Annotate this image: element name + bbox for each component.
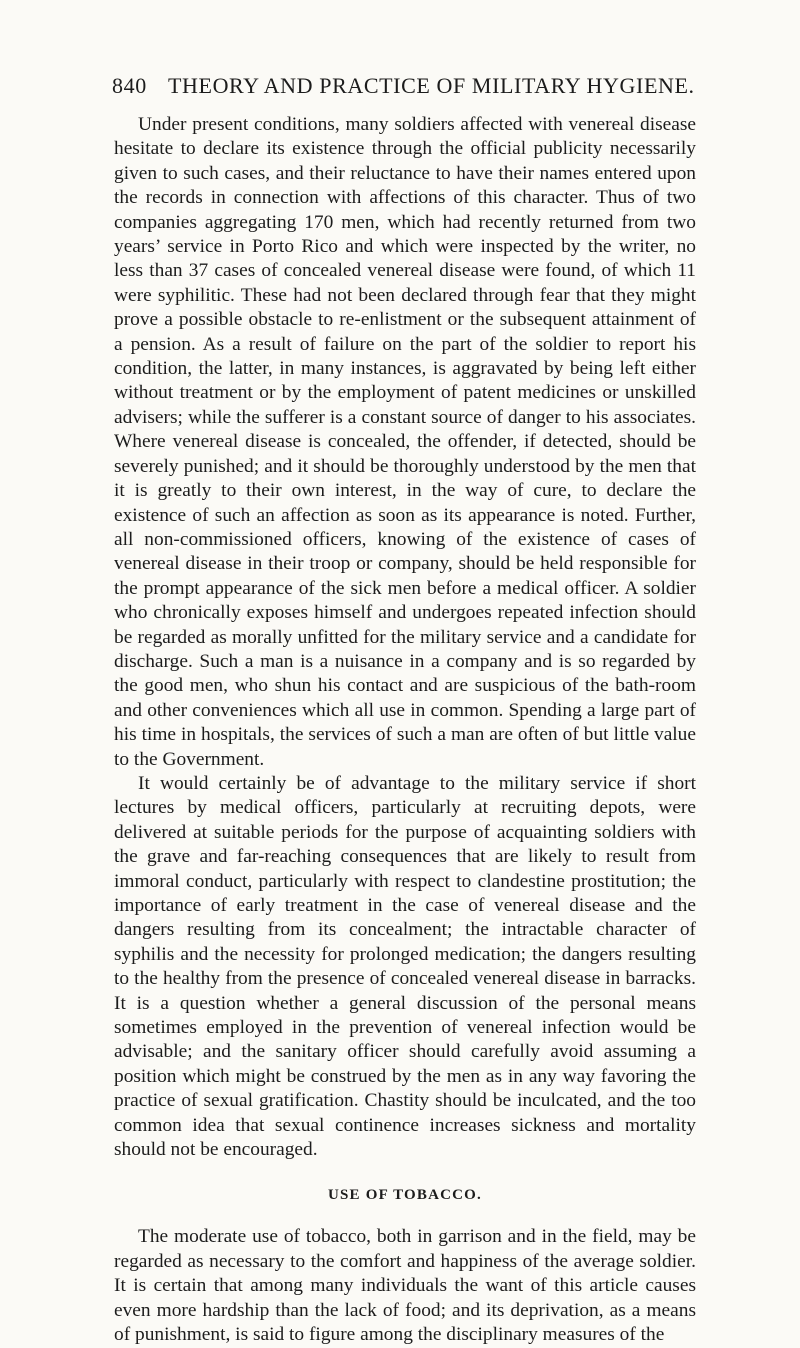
page-header bbox=[112, 73, 697, 103]
paragraph-venereal-concealment: Under present conditions, many soldiers affected with venereal disease hesitate to declare its existence through the official publicity necessarily given to such cases, and their reluctance to have their names entered upon the records in connection with affections of this character. Thus of two companies aggregating 170 men, which had recently returned from two years’ service in Porto Rico and which were inspected by the writer, no less than 37 cases of concealed venereal disease were found, of which 11 were syphilitic. These had not been declared through fear that they might prove a possible obstacle to re-enlistment or the subsequent attainment of a pension. As a result of failure on the part of the soldier to report his condition, the latter, in many instances, is aggravated by being left either without treatment or by the employment of patent medicines or unskilled advisers; while the sufferer is a constant source of danger to his associates. Where venereal disease is concealed, the offender, if detected, should be severely punished; and it should be thoroughly understood by the men that it is greatly to their own interest, in the way of cure, to declare the existence of such an affection as soon as its appearance is noted. Further, all non-commissioned officers, knowing of the existence of cases of venereal disease in their troop or company, should be held responsible for the prompt appearance of the sick men before a medical officer. A soldier who chronically exposes himself and undergoes repeated infection should be regarded as morally unfitted for the military service and a candidate for discharge. Such a man is a nuisance in a company and is so regarded by the good men, who shun his contact and are suspicious of the bath-room and other conveniences which all use in common. Spending a large part of his time in hospitals, the services of such a man are often of but little value to the Government. bbox=[114, 114, 696, 770]
section-heading-tobacco: USE OF TOBACCO. bbox=[327, 1187, 482, 1204]
page-number: 840 bbox=[112, 73, 147, 98]
paragraph-lectures: It would certainly be of advantage to the military service if short lectures by medical officers, particularly at recruiting depots, were delivered at suitable periods for the purpose of acquainting soldiers with the grave and far-reaching consequences that are likely to result from immoral conduct, particularly with respect to clandestine prostitution; the importance of early treatment in the case of venereal disease and the dangers resulting from its concealment; the intractable character of syphilis and the necessity for prolonged medication; the dangers resulting to the healthy from the presence of concealed venereal disease in barracks. It is a question whether a general discussion of the personal means sometimes employed in the prevention of venereal infection would be advisable; and the sanitary officer should carefully avoid assuming a position which might be construed by the men as in any way favoring the practice of sexual gratification. Chastity should be inculcated, and the too common idea that sexual continence increases sickness and mortality should not be encouraged. bbox=[114, 772, 696, 1161]
body-text bbox=[114, 113, 696, 1348]
paragraph-tobacco: The moderate use of tobacco, both in garrison and in the field, may be regarded as necessary to the comfort and happiness of the average soldier. It is certain that among many individuals the want of this article causes even more hardship than the lack of food; and its deprivation, as a means of punishment, is said to figure among the disciplinary measures of the bbox=[114, 1226, 696, 1346]
running-title: THEORY AND PRACTICE OF MILITARY HYGIENE. bbox=[168, 73, 695, 98]
